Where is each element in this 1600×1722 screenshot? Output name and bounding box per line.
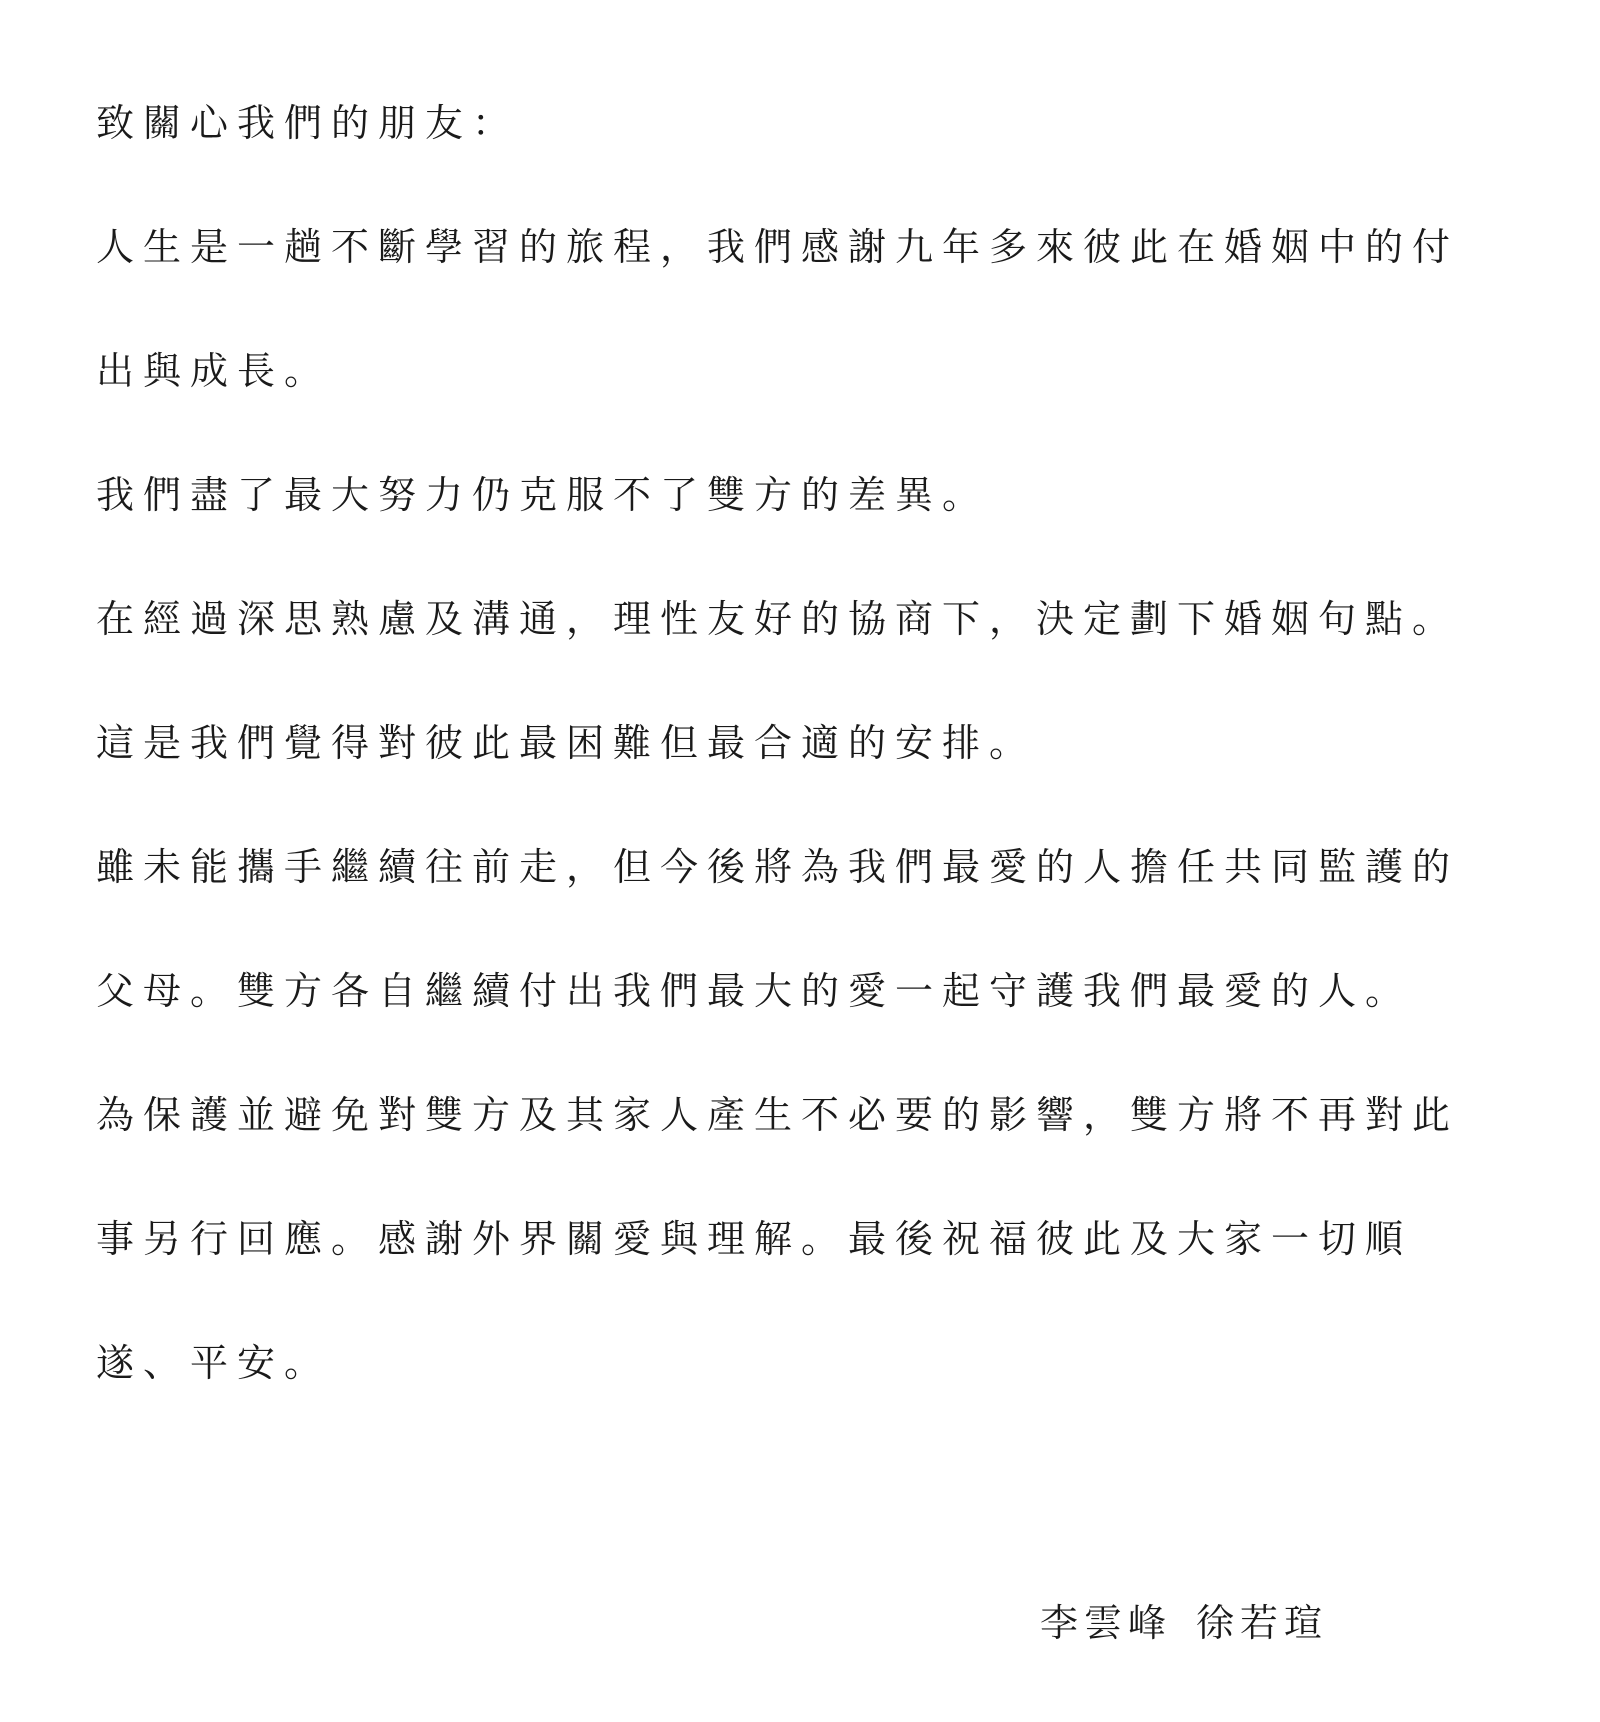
body-line-8: 為保護並避免對雙方及其家人產生不必要的影響，雙方將不再對此 — [96, 1093, 1460, 1137]
body-line-10: 遂、平安。 — [96, 1341, 332, 1385]
salutation: 致關心我們的朋友： — [96, 101, 520, 145]
body-line-2: 出與成長。 — [96, 349, 332, 393]
body-line-7: 父母。雙方各自繼續付出我們最大的愛一起守護我們最愛的人。 — [96, 969, 1413, 1013]
signature-block — [1040, 1592, 1328, 1647]
body-line-5: 這是我們覺得對彼此最困難但最合適的安排。 — [96, 721, 1037, 765]
body-line-4: 在經過深思熟慮及溝通，理性友好的協商下，決定劃下婚姻句點。 — [96, 597, 1460, 641]
body-line-6: 雖未能攜手繼續往前走，但今後將為我們最愛的人擔任共同監護的 — [96, 845, 1460, 889]
body-line-1: 人生是一趟不斷學習的旅程，我們感謝九年多來彼此在婚姻中的付 — [96, 225, 1460, 269]
signatory-2: 徐若瑄 — [1196, 1601, 1329, 1645]
signatory-1: 李雲峰 — [1040, 1601, 1173, 1645]
body-line-9: 事另行回應。感謝外界關愛與理解。最後祝福彼此及大家一切順 — [96, 1217, 1413, 1261]
body-line-3: 我們盡了最大努力仍克服不了雙方的差異。 — [96, 473, 990, 517]
